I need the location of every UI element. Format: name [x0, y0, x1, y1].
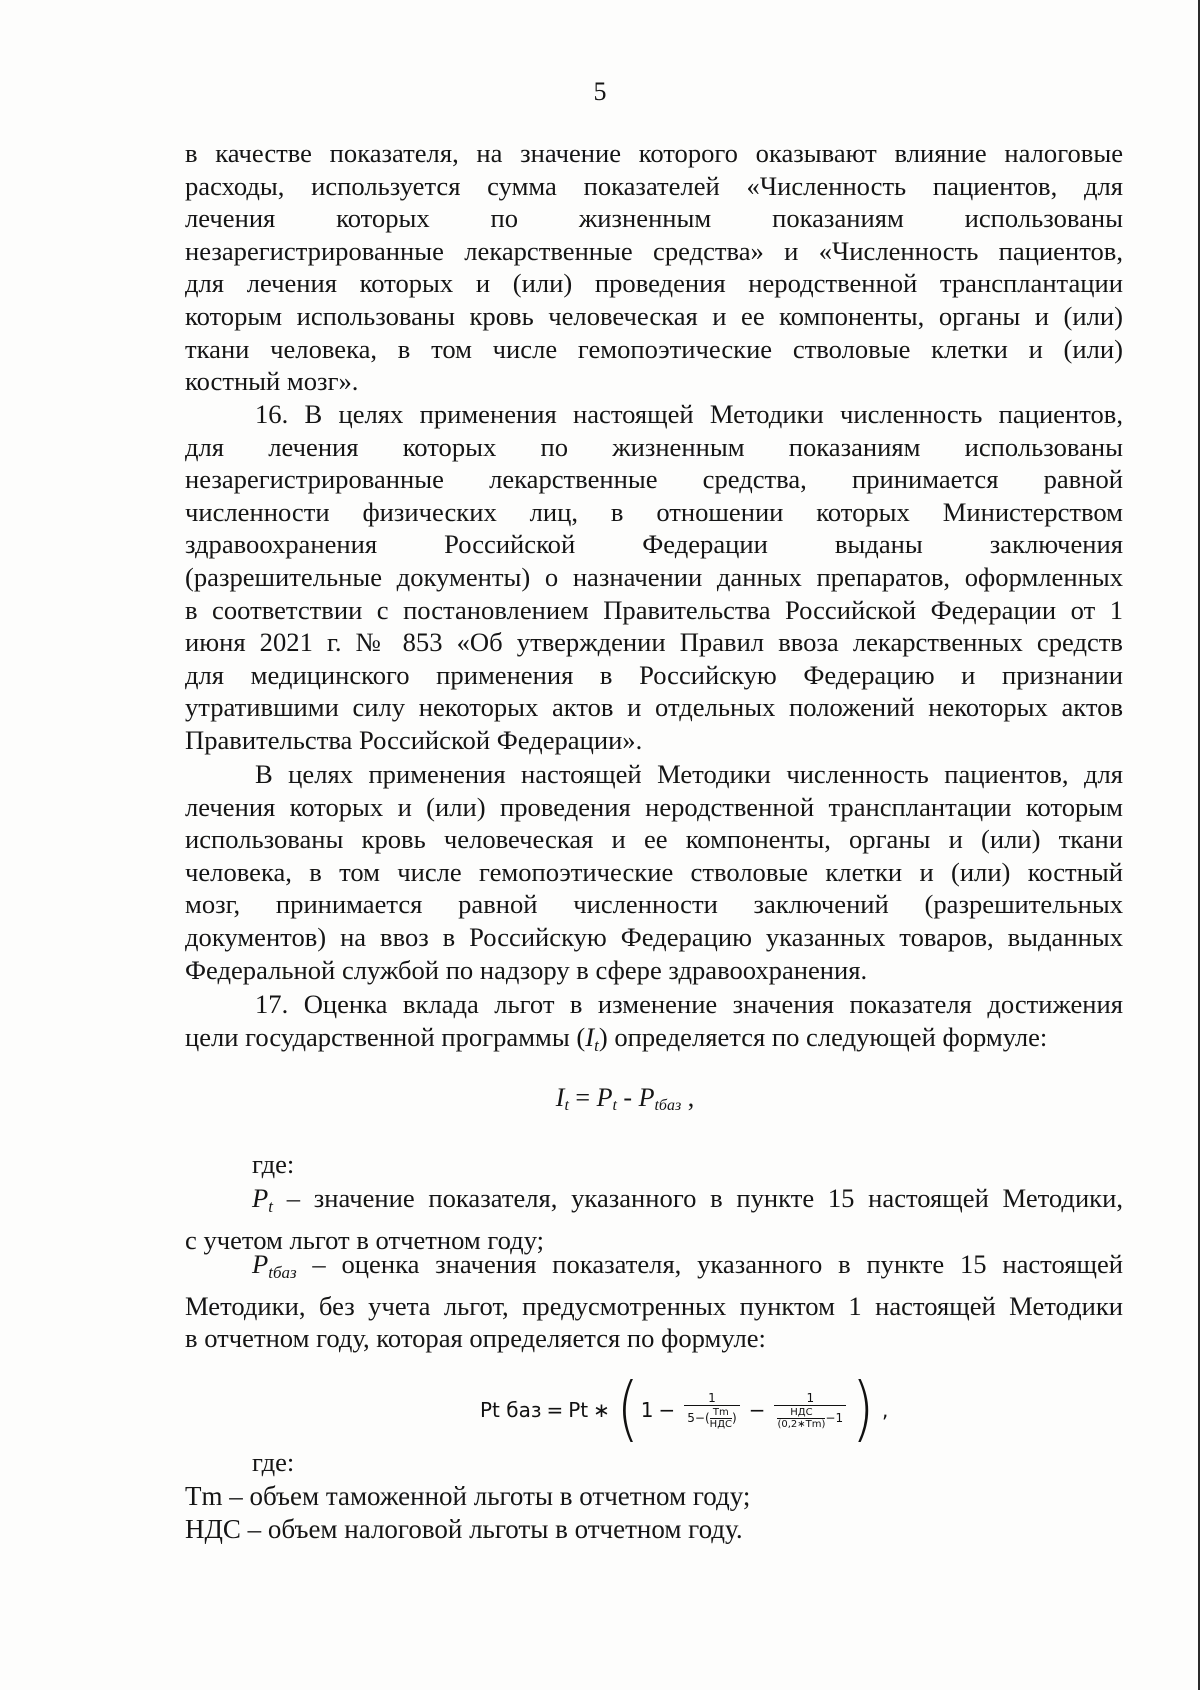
paragraph-16-part-2 [185, 758, 1123, 986]
text-line: Методики, без учета льгот, предусмотренных пунктом 1 настоящей Методики [185, 1290, 1123, 1321]
text-line: июня 2021 г. № 853 «Об утверждении Правил ввоза лекарственных средств [185, 627, 1123, 658]
formula-indicator-contribution: $I_t = P_t - P_{tбаз}$ , [555, 1083, 695, 1114]
fraction-2: 1 НДС (0,2∗Tm) −1 [774, 1391, 846, 1430]
text-line: НДС – объем налоговой льготы в отчетном году. [185, 1513, 743, 1544]
paragraph-continuation [185, 137, 1123, 398]
text-line: $P_t$ – значение показателя, указанного в пункте 15 настоящей Методики, [252, 1183, 1123, 1216]
definition-pt [185, 1182, 1123, 1256]
text-line: численности физических лиц, в отношении которых Министерством [185, 496, 1123, 527]
text-line: расходы, используется сумма показателей «Численность пациентов, для [185, 170, 1123, 201]
text-line: незарегистрированные лекарственные средства» и «Численность пациентов, [185, 235, 1123, 266]
text-line: мозг, принимается равной численности заключений (разрешительных [185, 889, 1123, 920]
text-line: для лечения которых по жизненным показаниям использованы [185, 431, 1123, 462]
text-line: Федеральной службой по надзору в сфере здравоохранения. [185, 954, 868, 985]
formula-ptbaz: Pt баз = Pt ∗ ( 1 − 1 5− ( Tm НДС ) − 1 НДС (0,2∗Tm) −1 ) , [480, 1368, 889, 1450]
text-line: костный мозг». [185, 366, 359, 397]
text-line: лечения которых по жизненным показаниям использованы [185, 203, 1123, 234]
text-line: в отчетном году, которая определяется по формуле: [185, 1323, 766, 1354]
paragraph-17 [185, 988, 1123, 1062]
text-line: для лечения которых и (или) проведения неродственной трансплантации [185, 268, 1123, 299]
definitions-tm-nds [185, 1480, 1123, 1545]
text-line: Tm – объем таможенной льготы в отчетном году; [185, 1481, 751, 1511]
text-line: Правительства Российской Федерации». [185, 724, 643, 755]
text-line: ткани человека, в том числе гемопоэтические стволовые клетки и (или) [185, 333, 1123, 364]
where-label: где: [252, 1149, 295, 1179]
text-line: 16. В целях применения настоящей Методики численность пациентов, [255, 399, 1123, 429]
definition-ptbaz [185, 1248, 1123, 1355]
text-line: в качестве показателя, на значение которого оказывают влияние налоговые [185, 138, 1123, 168]
text-line: с учетом льгот в отчетном году; [185, 1224, 545, 1255]
text-line: незарегистрированные лекарственные средства, принимается равной [185, 464, 1123, 495]
text-line: цели государственной программы $(I_t)$ определяется по следующей формуле: [185, 1021, 1048, 1055]
text-line: $P_{tбаз}$ – оценка значения показателя, указанного в пункте 15 настоящей [252, 1249, 1123, 1282]
text-line: для медицинского применения в Российскую Федерацию и признании [185, 659, 1123, 690]
where-label-2: где: [252, 1447, 295, 1477]
text-line: (разрешительные документы) о назначении данных препаратов, оформленных [185, 561, 1123, 592]
text-line: человека, в том числе гемопоэтические стволовые клетки и (или) костный [185, 856, 1123, 887]
text-line: которым использованы кровь человеческая и ее компоненты, органы и (или) [185, 300, 1123, 331]
page-number: 5 [593, 77, 607, 106]
text-line: В целях применения настоящей Методики численность пациентов, для [255, 759, 1123, 789]
fraction-1: 1 5− ( Tm НДС ) [684, 1391, 739, 1430]
text-line: в соответствии с постановлением Правительства Российской Федерации от 1 [185, 594, 1123, 625]
text-line: 17. Оценка вклада льгот в изменение значения показателя достижения [255, 989, 1123, 1019]
text-line: документов) на ввоз в Российскую Федерацию указанных товаров, выданных [185, 921, 1123, 952]
paragraph-16 [185, 398, 1123, 757]
text-line: утратившими силу некоторых актов и отдельных положений некоторых актов [185, 692, 1123, 723]
text-line: лечения которых и (или) проведения неродственной трансплантации которым [185, 791, 1123, 822]
text-line: здравоохранения Российской Федерации выданы заключения [185, 529, 1123, 560]
text-line: использованы кровь человеческая и ее компоненты, органы и (или) ткани [185, 824, 1123, 855]
